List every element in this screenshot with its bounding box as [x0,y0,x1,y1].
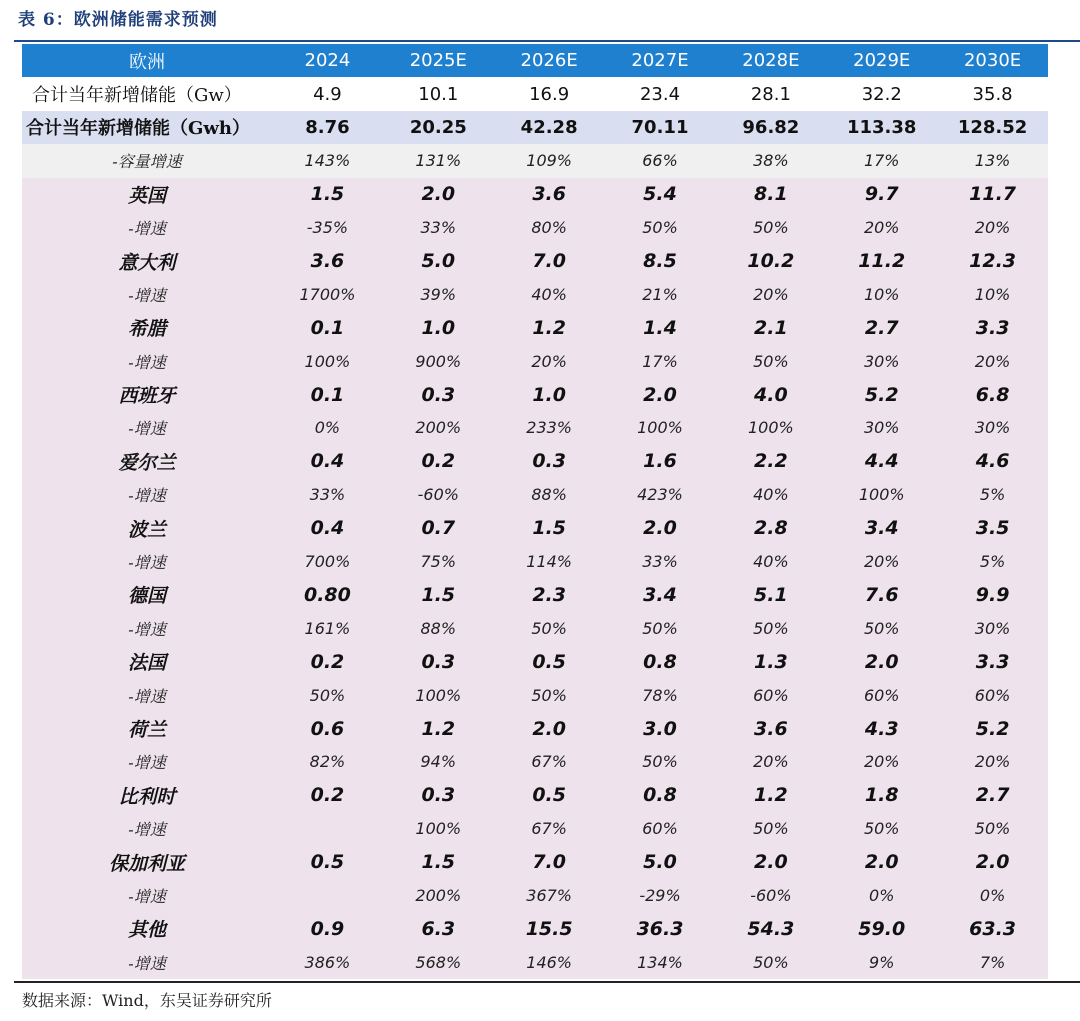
table-cell: 54.3 [715,912,826,945]
row-label: 英国 [22,178,272,211]
table-cell: 10.2 [715,244,826,277]
table-cell: 66% [605,144,716,177]
table-cell: 9% [826,946,937,979]
table-row [22,411,1048,444]
table-cell: 0.6 [272,712,383,745]
table-cell: 30% [826,345,937,378]
table-cell: 2.7 [937,779,1048,812]
row-label: -增速 [22,678,272,711]
table-cell: 4.3 [826,712,937,745]
table-cell: 3.5 [937,511,1048,544]
table-cell: 3.4 [605,578,716,611]
table-cell: 10.1 [383,77,494,110]
table-cell: 5% [937,545,1048,578]
table-cell: 0.5 [494,779,605,812]
table-cell: 6.3 [383,912,494,945]
bottom-rule [14,981,1080,983]
header-year: 2027E [605,44,716,77]
table-cell: 233% [494,411,605,444]
table-cell: 80% [494,211,605,244]
table-cell: -60% [383,478,494,511]
row-label: 比利时 [22,779,272,812]
table-row [22,779,1048,812]
table-cell: 9.7 [826,178,937,211]
table-cell: 50% [605,211,716,244]
table-cell: 1.6 [605,445,716,478]
source-note: 数据来源：Wind，东吴证券研究所 [22,991,272,1010]
table-cell: 113.38 [826,111,937,144]
header-year: 2025E [383,44,494,77]
table-row [22,178,1048,211]
table-row [22,812,1048,845]
table-cell: -29% [605,879,716,912]
top-rule [14,40,1080,42]
table-cell: 12.3 [937,244,1048,277]
table-cell: 88% [383,612,494,645]
table-cell: 900% [383,345,494,378]
row-label: 爱尔兰 [22,445,272,478]
table-cell: 0.9 [272,912,383,945]
row-label: 其他 [22,912,272,945]
table-cell: 4.6 [937,445,1048,478]
row-label: -增速 [22,946,272,979]
row-label: -增速 [22,612,272,645]
table-cell: 23.4 [605,77,716,110]
table-row [22,545,1048,578]
table-cell: 7.0 [494,244,605,277]
table-cell: 20% [826,745,937,778]
table-cell: 9.9 [937,578,1048,611]
table-cell: 7% [937,946,1048,979]
table-cell: 2.0 [605,511,716,544]
table-cell: 0.1 [272,378,383,411]
row-label: -增速 [22,745,272,778]
table-cell: 0.2 [272,645,383,678]
header-year: 2029E [826,44,937,77]
header-year: 2030E [937,44,1048,77]
table-cell: 13% [937,144,1048,177]
table-cell: 0.1 [272,311,383,344]
table-cell: 50% [494,612,605,645]
table-cell: 131% [383,144,494,177]
table-cell: 5.4 [605,178,716,211]
table-cell: 1.0 [383,311,494,344]
table-cell: 100% [383,812,494,845]
table-cell: 143% [272,144,383,177]
table-cell: 50% [715,612,826,645]
table-cell: 30% [937,411,1048,444]
table-cell: 1.3 [715,645,826,678]
table-row [22,511,1048,544]
header-year: 2026E [494,44,605,77]
table-row [22,745,1048,778]
table-cell: 17% [826,144,937,177]
table-cell: 67% [494,812,605,845]
table-cell: 70.11 [605,111,716,144]
table-cell: 114% [494,545,605,578]
table-cell: 1.5 [494,511,605,544]
row-label: 意大利 [22,244,272,277]
table-row [22,77,1048,110]
table-row [22,211,1048,244]
table-cell: 33% [272,478,383,511]
europe-storage-forecast-table [22,44,1048,979]
row-label: 保加利亚 [22,845,272,878]
table-row [22,612,1048,645]
table-cell: 78% [605,678,716,711]
table-row [22,578,1048,611]
table-row [22,912,1048,945]
table-cell: 15.5 [494,912,605,945]
table-cell: 2.0 [826,845,937,878]
table-cell: 30% [826,411,937,444]
table-cell: 2.8 [715,511,826,544]
table-cell: 20% [494,345,605,378]
table-cell: 423% [605,478,716,511]
row-label: 荷兰 [22,712,272,745]
table-cell: 100% [715,411,826,444]
table-cell: 33% [383,211,494,244]
table-row [22,144,1048,177]
table-cell: 3.3 [937,311,1048,344]
table-cell: 0% [272,411,383,444]
table-cell: 200% [383,411,494,444]
table-row [22,946,1048,979]
table-row [22,845,1048,878]
table-cell: 1.0 [494,378,605,411]
table-cell: 3.6 [494,178,605,211]
table-cell: 5.1 [715,578,826,611]
row-label: 法国 [22,645,272,678]
table-cell: 2.0 [605,378,716,411]
table-cell: 50% [715,946,826,979]
row-label: -增速 [22,478,272,511]
table-cell: 100% [383,678,494,711]
table-cell: 2.0 [826,645,937,678]
table-cell: 50% [826,812,937,845]
row-label: -增速 [22,812,272,845]
table-cell: 36.3 [605,912,716,945]
table-cell: -60% [715,879,826,912]
table-cell: 146% [494,946,605,979]
table-cell: 50% [715,345,826,378]
table-cell: 0.3 [494,445,605,478]
table-cell: 16.9 [494,77,605,110]
table-cell: 5.0 [383,244,494,277]
table-row [22,278,1048,311]
table-cell: 134% [605,946,716,979]
table-cell: 38% [715,144,826,177]
table-cell: 50% [937,812,1048,845]
table-cell: 20% [937,745,1048,778]
table-cell: 4.9 [272,77,383,110]
table-cell: 0.5 [494,645,605,678]
row-label: -增速 [22,411,272,444]
table-cell: 35.8 [937,77,1048,110]
table-cell: 75% [383,545,494,578]
table-cell: 20% [715,278,826,311]
table-row [22,879,1048,912]
table-body [22,77,1048,979]
table-cell: 50% [494,678,605,711]
table-cell: 10% [937,278,1048,311]
table-cell: 0.7 [383,511,494,544]
table-cell: 96.82 [715,111,826,144]
table-cell: 94% [383,745,494,778]
table-cell: 1.5 [383,845,494,878]
row-label: -增速 [22,211,272,244]
table-cell: 100% [272,345,383,378]
table-cell: 2.1 [715,311,826,344]
table-cell: 0.3 [383,645,494,678]
row-label: -增速 [22,879,272,912]
table-cell: 32.2 [826,77,937,110]
table-cell: 20% [937,345,1048,378]
table-cell [272,879,383,912]
table-cell: 3.4 [826,511,937,544]
table-cell: 1.5 [383,578,494,611]
row-label: -增速 [22,345,272,378]
table-cell: 7.6 [826,578,937,611]
row-label: -容量增速 [22,144,272,177]
table-cell: 50% [605,745,716,778]
table-cell: 42.28 [494,111,605,144]
table-cell: 0.80 [272,578,383,611]
table-cell: 50% [272,678,383,711]
table-cell: 0% [937,879,1048,912]
table-row [22,311,1048,344]
table-cell: 3.0 [605,712,716,745]
table-cell: 50% [605,612,716,645]
table-cell: 60% [826,678,937,711]
header-row [22,44,1048,77]
table-cell: 0.5 [272,845,383,878]
table-cell: 2.2 [715,445,826,478]
table-cell: 5.2 [826,378,937,411]
table-cell: 1.8 [826,779,937,812]
table-cell: 568% [383,946,494,979]
row-label: 德国 [22,578,272,611]
table-cell: 367% [494,879,605,912]
table-cell: 82% [272,745,383,778]
table-cell: 1700% [272,278,383,311]
table-cell: 2.0 [715,845,826,878]
row-label: 合计当年新增储能（Gw） [22,77,272,110]
table-cell: 3.6 [715,712,826,745]
table-cell: 3.3 [937,645,1048,678]
table-cell: 3.6 [272,244,383,277]
table-cell: 1.2 [715,779,826,812]
row-label: 希腊 [22,311,272,344]
table-cell: 1.5 [272,178,383,211]
table-cell: 4.0 [715,378,826,411]
table-cell: 5.2 [937,712,1048,745]
header-year: 2028E [715,44,826,77]
table-row [22,478,1048,511]
table-cell: 39% [383,278,494,311]
table-row [22,445,1048,478]
table-row [22,712,1048,745]
table-row [22,378,1048,411]
table-cell: 50% [715,812,826,845]
table-cell: 1.2 [494,311,605,344]
table-cell: 161% [272,612,383,645]
table-cell: 0.3 [383,779,494,812]
table-cell: 6.8 [937,378,1048,411]
row-label: 西班牙 [22,378,272,411]
table-cell: 11.7 [937,178,1048,211]
table-cell: 128.52 [937,111,1048,144]
table-cell: 40% [494,278,605,311]
table-cell: 1.2 [383,712,494,745]
table-cell: 2.3 [494,578,605,611]
table-cell: 7.0 [494,845,605,878]
table-cell: 2.0 [494,712,605,745]
table-cell: 2.7 [826,311,937,344]
table-cell: 8.5 [605,244,716,277]
table-cell: 2.0 [937,845,1048,878]
table-cell: 20% [715,745,826,778]
table-cell: 0.8 [605,779,716,812]
header-year: 2024 [272,44,383,77]
table-cell: 28.1 [715,77,826,110]
table-cell: 11.2 [826,244,937,277]
table-cell: 10% [826,278,937,311]
row-label: -增速 [22,545,272,578]
table-cell: 700% [272,545,383,578]
table-cell: 4.4 [826,445,937,478]
table-cell: 63.3 [937,912,1048,945]
table-cell: 40% [715,545,826,578]
table-cell: 8.76 [272,111,383,144]
table-cell: 0% [826,879,937,912]
table-cell: 20% [826,211,937,244]
table-row [22,244,1048,277]
table-cell [272,812,383,845]
table-cell: 0.4 [272,511,383,544]
table-cell: 8.1 [715,178,826,211]
table-cell: 109% [494,144,605,177]
table-row [22,111,1048,144]
table-cell: 60% [937,678,1048,711]
table-cell: 0.2 [272,779,383,812]
table-cell: 5% [937,478,1048,511]
table-cell: 20% [937,211,1048,244]
table-cell: 200% [383,879,494,912]
table-row [22,678,1048,711]
table-cell: 386% [272,946,383,979]
row-label: 波兰 [22,511,272,544]
table-cell: 100% [605,411,716,444]
table-cell: 0.8 [605,645,716,678]
table-cell: 50% [715,211,826,244]
row-label: 合计当年新增储能（Gwh） [22,111,272,144]
table-cell: 17% [605,345,716,378]
table-cell: 67% [494,745,605,778]
table-cell: 2.0 [383,178,494,211]
table-cell: 20.25 [383,111,494,144]
row-label: -增速 [22,278,272,311]
table-cell: 21% [605,278,716,311]
table-cell: 0.4 [272,445,383,478]
table-cell: 60% [715,678,826,711]
table-cell: 30% [937,612,1048,645]
table-cell: 40% [715,478,826,511]
table-cell: 59.0 [826,912,937,945]
table-cell: 0.3 [383,378,494,411]
header-region: 欧洲 [22,44,272,77]
table-cell: 20% [826,545,937,578]
table-cell: 100% [826,478,937,511]
table-cell: 0.2 [383,445,494,478]
table-cell: -35% [272,211,383,244]
table-title: 表 6：欧洲储能需求预测 [18,10,218,30]
table-cell: 5.0 [605,845,716,878]
table-row [22,345,1048,378]
table-row [22,645,1048,678]
table-cell: 1.4 [605,311,716,344]
table-cell: 33% [605,545,716,578]
table-cell: 60% [605,812,716,845]
table-cell: 88% [494,478,605,511]
table-cell: 50% [826,612,937,645]
